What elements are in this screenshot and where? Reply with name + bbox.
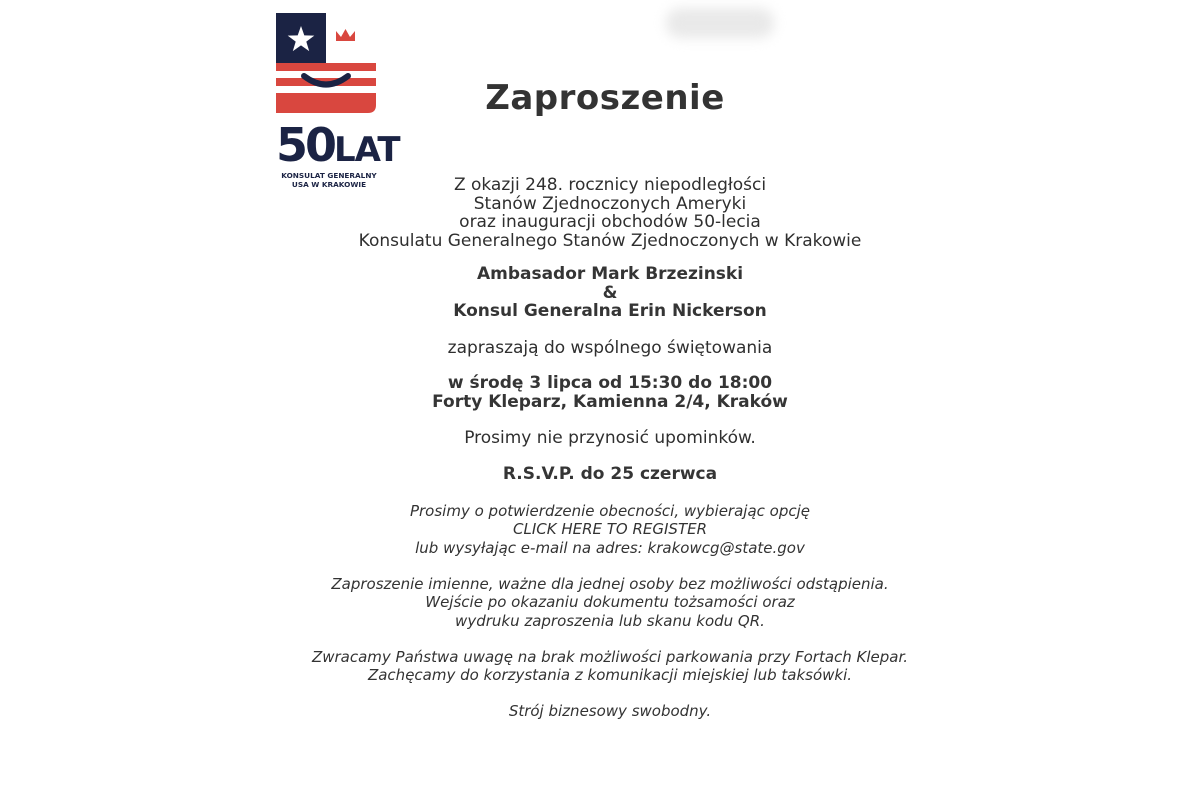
- logo-suffix: LAT: [334, 130, 400, 170]
- no-gifts-note: Prosimy nie przynosić upominków.: [464, 428, 756, 448]
- event-location: Forty Kleparz, Kamienna 2/4, Kraków: [432, 392, 788, 412]
- logo-fifty-lat: [276, 118, 400, 172]
- occasion-line: Konsulatu Generalnego Stanów Zjednoczonych w Krakowie: [358, 230, 862, 251]
- occasion-text: [200, 176, 1020, 250]
- host-consul-general: Konsul Generalna Erin Nickerson: [453, 301, 767, 321]
- logo-number: 50: [276, 118, 335, 172]
- logo-subtitle-line: KONSULAT GENERALNY: [281, 171, 377, 180]
- hosts: [200, 265, 1020, 321]
- parking-note-line: Zwracamy Państwa uwagę na brak możliwości parkowania przy Fortach Klepar.: [311, 648, 909, 666]
- confirmation-line: Prosimy o potwierdzenie obecności, wybierając opcję: [409, 502, 811, 520]
- event-details: [200, 374, 1020, 412]
- parking-note: [200, 648, 1020, 685]
- confirmation-instructions: [200, 502, 1020, 557]
- parking-note-line: Zachęcamy do korzystania z komunikacji miejskiej lub taksówki.: [367, 666, 853, 685]
- personal-invitation-note: [200, 575, 1020, 630]
- host-ambassador: Ambasador Mark Brzezinski: [476, 264, 744, 284]
- occasion-line: oraz inauguracji obchodów 50-lecia: [459, 212, 761, 232]
- personal-note-line: wydruku zaproszenia lub skanu kodu QR.: [455, 611, 765, 630]
- personal-note-line: Wejście po okazaniu dokumentu tożsamości oraz: [425, 593, 795, 612]
- blurred-mark: [666, 8, 774, 38]
- register-link[interactable]: CLICK HERE TO REGISTER: [512, 520, 708, 539]
- dress-code: Strój biznesowy swobodny.: [508, 702, 712, 720]
- hosts-ampersand: &: [602, 282, 618, 303]
- occasion-line: Stanów Zjednoczonych Ameryki: [473, 193, 747, 214]
- occasion-line: Z okazji 248. rocznicy niepodległości: [453, 175, 767, 195]
- logo-subtitle-line: USA W KRAKOWIE: [291, 180, 367, 189]
- personal-note-line: Zaproszenie imienne, ważne dla jednej osoby bez możliwości odstąpienia.: [331, 575, 889, 593]
- invite-text: zapraszają do wspólnego świętowania: [447, 338, 773, 358]
- page-title: Zaproszenie: [485, 78, 725, 118]
- confirmation-email-line: lub wysyłając e-mail na adres: krakowcg@state.gov: [415, 538, 805, 557]
- event-date-time: w środę 3 lipca od 15:30 do 18:00: [447, 373, 773, 393]
- rsvp-deadline: R.S.V.P. do 25 czerwca: [502, 464, 718, 484]
